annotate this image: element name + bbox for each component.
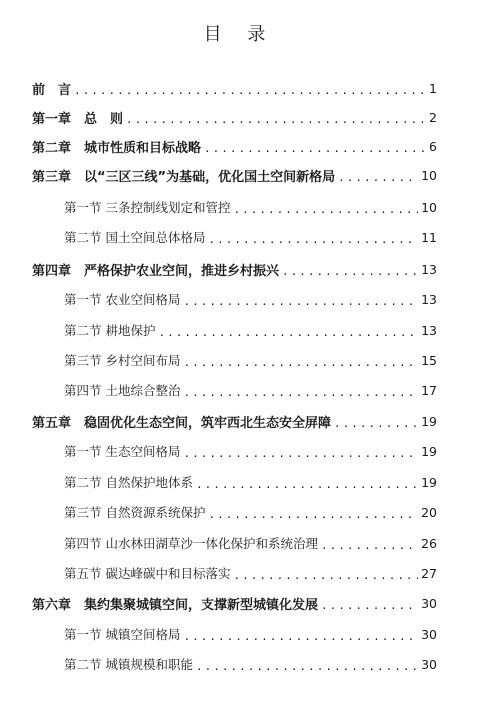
toc-entry-preface[interactable] xyxy=(32,76,437,100)
toc-page-number: 19 xyxy=(421,413,437,429)
toc-page-number: 30 xyxy=(421,595,437,611)
dot-leader xyxy=(338,171,418,184)
dot-leader xyxy=(334,417,418,430)
dot-leader xyxy=(208,508,418,521)
dot-leader xyxy=(74,84,426,97)
toc-entry-chapter-3[interactable] xyxy=(32,163,437,187)
toc-entry-chapter-1[interactable] xyxy=(32,105,437,129)
toc-page-number: 1 xyxy=(429,80,437,96)
toc-page-number: 30 xyxy=(421,656,437,672)
toc-entry-label: 第五节 碳达峰碳中和目标落实 xyxy=(64,566,231,581)
toc-page-number: 10 xyxy=(421,167,437,183)
toc-entry-label: 前 言 xyxy=(32,82,72,98)
toc-entry-label: 第一章 总 则 xyxy=(32,111,124,127)
toc-entry-label: 第二节 国土空间总体格局 xyxy=(64,230,206,245)
toc-entry-chapter-5[interactable] xyxy=(32,409,437,433)
toc-page-number: 17 xyxy=(421,382,437,398)
toc-entry-section[interactable] xyxy=(64,439,437,463)
toc-entry-section[interactable] xyxy=(64,287,437,311)
toc-entry-label: 第三节 乡村空间布局 xyxy=(64,353,181,368)
dot-leader xyxy=(233,203,418,216)
toc-entry-label: 第一节 生态空间格局 xyxy=(64,444,181,459)
toc-entry-label: 第六章 集约集聚城镇空间，支撑新型城镇化发展 xyxy=(32,597,319,613)
toc-entry-section[interactable] xyxy=(64,470,437,494)
toc-entry-label: 第一节 三条控制线划定和管控 xyxy=(64,200,231,215)
toc-page-number: 13 xyxy=(421,291,437,307)
toc-entry-section[interactable] xyxy=(64,622,437,646)
toc-page-number: 19 xyxy=(421,443,437,459)
toc-entry-section[interactable] xyxy=(64,652,437,676)
dot-leader xyxy=(126,113,426,126)
toc-entry-label: 第二节 耕地保护 xyxy=(64,323,156,338)
toc-entry-chapter-2[interactable] xyxy=(32,134,437,158)
toc-page-number: 30 xyxy=(421,626,437,642)
toc-entry-chapter-4[interactable] xyxy=(32,257,437,281)
toc-entry-section[interactable] xyxy=(64,378,437,402)
toc-entry-label: 第一节 农业空间格局 xyxy=(64,292,181,307)
toc-entry-label: 第三节 自然资源系统保护 xyxy=(64,505,206,520)
toc-entry-label: 第二节 自然保护地体系 xyxy=(64,475,193,490)
toc-entry-label: 第二节 城镇规模和职能 xyxy=(64,657,193,672)
toc-entry-label: 第五章 稳固优化生态空间，筑牢西北生态安全屏障 xyxy=(32,415,332,431)
toc-page-number: 19 xyxy=(421,474,437,490)
page-title: 目 录 xyxy=(203,24,276,45)
toc-entry-chapter-6[interactable] xyxy=(32,591,437,615)
dot-leader xyxy=(321,599,418,612)
toc-page-number: 15 xyxy=(421,352,437,368)
dot-leader xyxy=(196,478,418,491)
dot-leader xyxy=(183,447,418,460)
toc-entry-section[interactable] xyxy=(64,500,437,524)
toc-entry-label: 第四节 土地综合整治 xyxy=(64,383,181,398)
toc-page-number: 13 xyxy=(421,322,437,338)
toc-entry-section[interactable] xyxy=(64,561,437,585)
toc-page-number: 13 xyxy=(421,261,437,277)
dot-leader xyxy=(183,295,418,308)
dot-leader xyxy=(208,233,418,246)
dot-leader xyxy=(196,660,418,673)
toc-entry-section[interactable] xyxy=(64,195,437,219)
dot-leader xyxy=(282,265,418,278)
dot-leader xyxy=(204,142,426,155)
dot-leader xyxy=(183,386,418,399)
toc-entry-section[interactable] xyxy=(64,318,437,342)
toc-entry-label: 第四节 山水林田湖草沙一体化保护和系统治理 xyxy=(64,536,318,551)
toc-entry-label: 第二章 城市性质和目标战略 xyxy=(32,140,202,156)
dot-leader xyxy=(183,630,418,643)
toc-page-number: 10 xyxy=(421,199,437,215)
dot-leader xyxy=(158,326,418,339)
dot-leader xyxy=(321,539,418,552)
toc-page-number: 20 xyxy=(421,504,437,520)
toc-entry-section[interactable] xyxy=(64,225,437,249)
toc-page-number: 6 xyxy=(429,138,437,154)
toc-page-number: 26 xyxy=(421,535,437,551)
toc-entry-section[interactable] xyxy=(64,348,437,372)
toc-entry-section[interactable] xyxy=(64,531,437,555)
toc-page-number: 11 xyxy=(421,229,437,245)
toc-entry-label: 第四章 严格保护农业空间，推进乡村振兴 xyxy=(32,263,280,279)
toc-page-number: 2 xyxy=(429,109,437,125)
toc-page-number: 27 xyxy=(421,565,437,581)
toc-entry-label: 第一节 城镇空间格局 xyxy=(64,627,181,642)
toc-entry-label: 第三章 以“三区三线”为基础，优化国土空间新格局 xyxy=(32,169,336,185)
dot-leader xyxy=(233,569,418,582)
dot-leader xyxy=(183,356,418,369)
